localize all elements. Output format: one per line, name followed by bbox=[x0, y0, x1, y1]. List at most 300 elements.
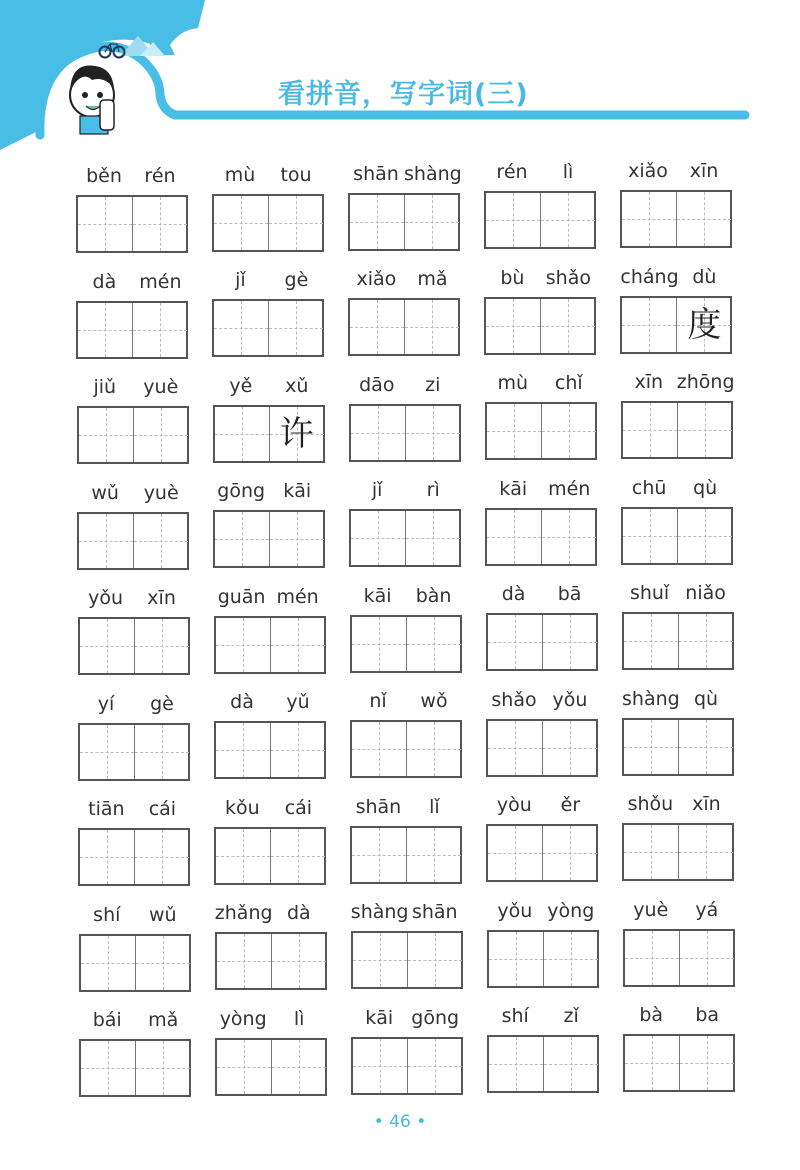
tian-grid-cell-1[interactable] bbox=[486, 299, 540, 353]
pinyin-syllable-1: shān bbox=[355, 795, 402, 818]
written-character-1 bbox=[489, 932, 543, 986]
written-character-2 bbox=[541, 299, 595, 353]
written-character-2 bbox=[679, 825, 733, 879]
pinyin-syllable-1: yòng bbox=[219, 1007, 267, 1030]
pinyin-label bbox=[76, 271, 188, 295]
tian-grid-cell-1[interactable] bbox=[488, 721, 542, 775]
tian-grid-cell-2[interactable] bbox=[406, 617, 461, 671]
tian-grid-cell-1[interactable] bbox=[216, 618, 270, 672]
pinyin-label bbox=[213, 480, 325, 504]
pinyin-label bbox=[214, 586, 326, 610]
pinyin-label bbox=[485, 478, 597, 502]
pinyin-label bbox=[623, 899, 735, 923]
written-character-2 bbox=[271, 829, 325, 883]
written-character-1 bbox=[487, 510, 541, 564]
written-character-2 bbox=[406, 406, 460, 460]
written-character-1 bbox=[216, 829, 270, 883]
tian-grid-cell-2[interactable] bbox=[133, 514, 188, 568]
written-character-2 bbox=[678, 509, 732, 563]
pinyin-label bbox=[78, 798, 190, 822]
written-character-2 bbox=[679, 614, 733, 668]
tian-grid-cell-2[interactable] bbox=[405, 406, 460, 460]
writing-box bbox=[350, 720, 462, 778]
pinyin-syllable-2: gè bbox=[284, 269, 309, 292]
written-character-2: 度 bbox=[687, 304, 722, 345]
pinyin-syllable-1: yòu bbox=[496, 794, 532, 817]
writing-box bbox=[77, 512, 189, 570]
tian-grid-cell-1[interactable] bbox=[350, 195, 404, 249]
tian-grid-cell-1[interactable] bbox=[80, 830, 134, 884]
pinyin-syllable-2: tou bbox=[280, 163, 312, 186]
tian-grid-cell-2[interactable] bbox=[135, 936, 190, 990]
tian-grid-cell-2[interactable] bbox=[268, 196, 323, 250]
pinyin-syllable-1: rén bbox=[496, 161, 528, 184]
tian-grid-cell-1[interactable] bbox=[216, 723, 270, 777]
pinyin-label bbox=[621, 477, 733, 501]
tian-grid-cell-1[interactable] bbox=[486, 193, 540, 247]
tian-grid-cell-2[interactable] bbox=[677, 403, 732, 457]
writing-box bbox=[487, 930, 599, 988]
tian-grid-cell-2[interactable] bbox=[407, 933, 462, 987]
written-character-1 bbox=[488, 721, 542, 775]
pinyin-syllable-2: gè bbox=[150, 692, 174, 715]
written-character-2 bbox=[408, 933, 462, 987]
tian-grid-cell-1[interactable] bbox=[352, 617, 406, 671]
writing-box bbox=[486, 824, 598, 882]
tian-grid-cell-1[interactable] bbox=[488, 615, 542, 669]
tian-grid-cell-1[interactable] bbox=[353, 933, 407, 987]
pinyin-label bbox=[213, 375, 325, 399]
pinyin-syllable-2: cái bbox=[284, 796, 313, 819]
written-character-2 bbox=[543, 615, 597, 669]
pinyin-label bbox=[349, 374, 461, 398]
writing-box bbox=[348, 193, 460, 251]
pinyin-label bbox=[78, 587, 190, 611]
written-character-1 bbox=[214, 196, 268, 250]
tian-grid-cell-2[interactable] bbox=[268, 301, 323, 355]
tian-grid-cell-2[interactable] bbox=[132, 197, 187, 251]
writing-box bbox=[622, 718, 734, 776]
pinyin-syllable-2: mén bbox=[548, 477, 591, 500]
writing-box bbox=[349, 509, 461, 567]
written-character-1 bbox=[80, 725, 134, 779]
pinyin-label bbox=[622, 582, 734, 606]
pinyin-syllable-1: yǒu bbox=[88, 587, 124, 609]
pinyin-label bbox=[78, 693, 190, 717]
tian-grid-cell-1[interactable] bbox=[352, 722, 406, 776]
pinyin-syllable-1: bà bbox=[639, 1004, 664, 1027]
pinyin-syllable-1: kāi bbox=[365, 1006, 394, 1029]
tian-grid-cell-1[interactable] bbox=[350, 300, 404, 354]
tian-grid-cell-1[interactable] bbox=[622, 298, 676, 352]
written-character-1 bbox=[624, 720, 678, 774]
tian-grid-cell-2[interactable] bbox=[679, 931, 734, 985]
tian-grid-cell-2[interactable] bbox=[270, 829, 325, 883]
pinyin-label bbox=[76, 165, 188, 189]
tian-grid-cell-2[interactable] bbox=[542, 615, 597, 669]
written-character-2 bbox=[407, 617, 461, 671]
written-character-2 bbox=[269, 196, 323, 250]
pinyin-syllable-2: wǔ bbox=[149, 903, 177, 926]
tian-grid-cell-2[interactable] bbox=[404, 300, 459, 354]
pinyin-syllable-1: xiǎo bbox=[628, 160, 668, 183]
writing-box bbox=[621, 507, 733, 565]
pinyin-syllable-2: xīn bbox=[689, 160, 719, 183]
pinyin-syllable-2: shàng bbox=[404, 162, 462, 185]
tian-grid-cell-1[interactable] bbox=[489, 932, 543, 986]
pinyin-syllable-1: yuè bbox=[633, 898, 669, 921]
tian-grid-cell-1[interactable] bbox=[214, 301, 268, 355]
tian-grid-cell-2[interactable] bbox=[542, 721, 597, 775]
written-character-1 bbox=[622, 298, 676, 352]
pinyin-syllable-2: rì bbox=[426, 479, 440, 502]
written-character-1 bbox=[486, 299, 540, 353]
tian-grid-cell-2[interactable] bbox=[678, 825, 733, 879]
writing-box bbox=[622, 823, 734, 881]
tian-grid-cell-1[interactable] bbox=[624, 720, 678, 774]
pinyin-syllable-1: bái bbox=[92, 1009, 122, 1031]
written-character-1 bbox=[352, 828, 406, 882]
pinyin-label bbox=[214, 691, 326, 715]
pinyin-label bbox=[212, 164, 324, 188]
tian-grid-cell-2[interactable] bbox=[543, 1037, 598, 1091]
tian-grid-cell-1[interactable] bbox=[78, 303, 132, 357]
pinyin-syllable-2: yòng bbox=[547, 899, 595, 922]
written-character-2 bbox=[136, 1041, 190, 1095]
tian-grid-cell-1[interactable] bbox=[623, 509, 677, 563]
pinyin-label bbox=[77, 376, 189, 400]
writing-box bbox=[79, 934, 191, 992]
tian-grid-cell-1[interactable] bbox=[214, 196, 268, 250]
pinyin-syllable-1: jǐ bbox=[235, 269, 246, 292]
pinyin-label bbox=[486, 689, 598, 713]
written-character-1 bbox=[625, 1036, 679, 1090]
writing-box bbox=[484, 191, 596, 249]
pinyin-syllable-2: xīn bbox=[147, 587, 176, 609]
pinyin-label bbox=[350, 690, 462, 714]
written-character-1 bbox=[80, 619, 134, 673]
pinyin-syllable-2: zi bbox=[425, 373, 441, 396]
written-character-1 bbox=[352, 617, 406, 671]
tian-grid-cell-1[interactable] bbox=[216, 829, 270, 883]
tian-grid-cell-2[interactable] bbox=[679, 1036, 734, 1090]
writing-box bbox=[620, 190, 732, 248]
pinyin-syllable-1: shàng bbox=[622, 687, 680, 710]
tian-grid-cell-2[interactable] bbox=[270, 723, 325, 777]
pinyin-syllable-1: tiān bbox=[88, 798, 125, 820]
writing-box bbox=[78, 828, 190, 886]
written-character-1 bbox=[78, 303, 132, 357]
writing-box bbox=[215, 1038, 327, 1096]
tian-grid-cell-2[interactable] bbox=[269, 512, 324, 566]
pinyin-syllable-1: kāi bbox=[499, 477, 528, 500]
tian-grid-cell-2[interactable] bbox=[271, 934, 326, 988]
pinyin-syllable-2: xīn bbox=[692, 793, 721, 816]
tian-grid-cell-1[interactable] bbox=[351, 406, 405, 460]
pinyin-syllable-1: shí bbox=[501, 1005, 529, 1028]
written-character-1 bbox=[351, 406, 405, 460]
pinyin-syllable-1: shǒu bbox=[627, 793, 674, 816]
pinyin-label bbox=[622, 793, 734, 817]
written-character-1 bbox=[214, 301, 268, 355]
writing-box bbox=[79, 1039, 191, 1097]
pinyin-syllable-1: wǔ bbox=[91, 481, 119, 504]
written-character-2 bbox=[543, 721, 597, 775]
writing-box bbox=[350, 826, 462, 884]
pinyin-syllable-1: shān bbox=[353, 162, 399, 185]
written-character-2 bbox=[543, 826, 597, 880]
tian-grid-cell-2[interactable] bbox=[676, 298, 731, 352]
tian-grid-cell-1[interactable] bbox=[81, 1041, 135, 1095]
written-character-2 bbox=[680, 931, 734, 985]
pinyin-syllable-1: bù bbox=[500, 266, 525, 289]
tian-grid-cell-1[interactable] bbox=[353, 1039, 407, 1093]
written-character-2 bbox=[272, 1040, 326, 1094]
tian-grid-cell-2[interactable] bbox=[270, 618, 325, 672]
writing-box bbox=[214, 827, 326, 885]
written-character-2 bbox=[136, 936, 190, 990]
written-character-1 bbox=[487, 404, 541, 458]
tian-grid-cell-2[interactable] bbox=[134, 725, 189, 779]
tian-grid-cell-1[interactable] bbox=[624, 614, 678, 668]
written-character-2 bbox=[405, 195, 459, 249]
writing-box bbox=[351, 1037, 463, 1095]
pinyin-label bbox=[79, 1009, 191, 1033]
tian-grid-cell-2[interactable] bbox=[542, 826, 597, 880]
pinyin-syllable-1: zhǎng bbox=[214, 902, 273, 925]
pinyin-syllable-1: cháng bbox=[620, 265, 679, 288]
written-character-1 bbox=[623, 403, 677, 457]
tian-grid-cell-2[interactable] bbox=[678, 720, 733, 774]
tian-grid-cell-2[interactable] bbox=[678, 614, 733, 668]
tian-grid-cell-2[interactable] bbox=[676, 192, 731, 246]
pinyin-syllable-1: xiǎo bbox=[356, 268, 397, 291]
written-character-1 bbox=[215, 512, 269, 566]
pinyin-label bbox=[349, 479, 461, 503]
writing-box bbox=[621, 401, 733, 459]
writing-box bbox=[351, 931, 463, 989]
written-character-2 bbox=[270, 512, 324, 566]
pinyin-syllable-1: mù bbox=[224, 163, 256, 186]
tian-grid-cell-1[interactable] bbox=[623, 403, 677, 457]
written-character-1 bbox=[216, 618, 270, 672]
tian-grid-cell-1[interactable] bbox=[625, 931, 679, 985]
tian-grid-cell-2[interactable] bbox=[543, 932, 598, 986]
written-character-1 bbox=[353, 1039, 407, 1093]
written-character-2 bbox=[271, 723, 325, 777]
writing-box bbox=[620, 296, 732, 354]
writing-box bbox=[349, 404, 461, 462]
pinyin-label bbox=[215, 1008, 327, 1032]
tian-grid-cell-2[interactable] bbox=[541, 404, 596, 458]
tian-grid-cell-2[interactable] bbox=[540, 193, 595, 247]
pinyin-syllable-1: xīn bbox=[634, 371, 664, 394]
tian-grid-cell-2[interactable] bbox=[405, 511, 460, 565]
pinyin-syllable-1: kāi bbox=[363, 584, 392, 607]
tian-grid-cell-1[interactable] bbox=[215, 512, 269, 566]
pinyin-syllable-2: wǒ bbox=[420, 690, 448, 713]
written-character-2 bbox=[271, 618, 325, 672]
pinyin-syllable-1: guān bbox=[217, 585, 266, 608]
pinyin-label bbox=[79, 904, 191, 928]
written-character-1 bbox=[352, 722, 406, 776]
pinyin-syllable-2: qù bbox=[693, 476, 718, 499]
tian-grid-cell-2[interactable] bbox=[406, 722, 461, 776]
written-character-2 bbox=[135, 830, 189, 884]
pinyin-syllable-2: chǐ bbox=[554, 372, 583, 395]
tian-grid-cell-1[interactable] bbox=[78, 197, 132, 251]
tian-grid-cell-1[interactable] bbox=[487, 404, 541, 458]
pinyin-syllable-1: yě bbox=[229, 374, 253, 397]
pinyin-syllable-1: dà bbox=[501, 583, 526, 606]
tian-grid-cell-1[interactable] bbox=[622, 192, 676, 246]
written-character-2 bbox=[269, 301, 323, 355]
pinyin-syllable-1: kǒu bbox=[225, 796, 260, 819]
writing-box bbox=[486, 719, 598, 777]
tian-grid-cell-1[interactable] bbox=[79, 514, 133, 568]
pinyin-syllable-2: dà bbox=[286, 902, 311, 925]
pinyin-label bbox=[348, 268, 460, 292]
tian-grid-cell-2[interactable] bbox=[134, 619, 189, 673]
pinyin-syllable-2: cái bbox=[148, 798, 177, 820]
pinyin-syllable-2: mǎ bbox=[417, 268, 448, 291]
pinyin-syllable-2: xǔ bbox=[285, 374, 309, 397]
page-header bbox=[0, 0, 800, 160]
tian-grid-cell-2[interactable] bbox=[132, 303, 187, 357]
written-character-2 bbox=[272, 934, 326, 988]
pinyin-syllable-1: jiǔ bbox=[93, 376, 117, 398]
writing-box bbox=[214, 616, 326, 674]
written-character-1 bbox=[81, 936, 135, 990]
tian-grid-cell-1[interactable] bbox=[625, 1036, 679, 1090]
tian-grid-cell-2[interactable] bbox=[540, 299, 595, 353]
pinyin-label bbox=[350, 585, 462, 609]
written-character-1 bbox=[624, 614, 678, 668]
writing-box bbox=[213, 510, 325, 568]
written-character-1 bbox=[216, 723, 270, 777]
pinyin-syllable-2: kāi bbox=[283, 480, 312, 503]
written-character-2 bbox=[405, 300, 459, 354]
tian-grid-cell-2[interactable] bbox=[271, 1040, 326, 1094]
pinyin-syllable-1: yí bbox=[97, 692, 115, 715]
written-character-1 bbox=[488, 615, 542, 669]
tian-grid-cell-1[interactable] bbox=[80, 619, 134, 673]
tian-grid-cell-2[interactable] bbox=[404, 195, 459, 249]
writing-box bbox=[623, 929, 735, 987]
pinyin-syllable-2: ba bbox=[695, 1004, 720, 1027]
pinyin-syllable-2: dù bbox=[692, 265, 717, 288]
pinyin-syllable-2: lǐ bbox=[429, 795, 440, 818]
pinyin-syllable-1: dà bbox=[230, 691, 254, 714]
tian-grid-cell-2[interactable] bbox=[133, 408, 188, 462]
pinyin-label bbox=[620, 160, 732, 184]
written-character-2 bbox=[542, 510, 596, 564]
pinyin-syllable-2: mén bbox=[276, 585, 319, 608]
pinyin-syllable-2: yuè bbox=[143, 481, 179, 504]
written-character-2 bbox=[406, 511, 460, 565]
writing-box bbox=[78, 723, 190, 781]
tian-grid-cell-1[interactable] bbox=[81, 936, 135, 990]
pinyin-label bbox=[623, 1004, 735, 1028]
tian-grid-cell-1[interactable] bbox=[352, 828, 406, 882]
pinyin-label bbox=[620, 266, 732, 290]
tian-grid-cell-2[interactable] bbox=[135, 1041, 190, 1095]
writing-box bbox=[485, 402, 597, 460]
pinyin-label bbox=[351, 1007, 463, 1031]
pinyin-syllable-1: shàng bbox=[350, 901, 409, 924]
written-character-1 bbox=[215, 407, 269, 461]
tian-grid-cell-1[interactable] bbox=[488, 826, 542, 880]
tian-grid-cell-1[interactable] bbox=[624, 825, 678, 879]
tian-grid-cell-1[interactable] bbox=[79, 408, 133, 462]
written-character-2 bbox=[679, 720, 733, 774]
pinyin-label bbox=[348, 163, 460, 187]
written-character-1 bbox=[79, 408, 133, 462]
tian-grid-cell-1[interactable] bbox=[215, 407, 269, 461]
tian-grid-cell-1[interactable] bbox=[80, 725, 134, 779]
tian-grid-cell-2[interactable] bbox=[269, 407, 324, 461]
pinyin-syllable-2: yuè bbox=[143, 376, 179, 398]
tian-grid-cell-2[interactable] bbox=[134, 830, 189, 884]
writing-box bbox=[78, 617, 190, 675]
pinyin-syllable-1: jǐ bbox=[371, 479, 383, 502]
writing-box bbox=[485, 508, 597, 566]
written-character-2 bbox=[133, 197, 187, 251]
written-character-1 bbox=[80, 830, 134, 884]
written-character-2 bbox=[407, 722, 461, 776]
pinyin-syllable-2: yǒu bbox=[552, 688, 588, 711]
pinyin-label bbox=[215, 902, 327, 926]
writing-box bbox=[623, 1034, 735, 1092]
pinyin-label bbox=[77, 482, 189, 506]
pinyin-syllable-2: mǎ bbox=[148, 1009, 179, 1031]
tian-grid-cell-1[interactable] bbox=[351, 511, 405, 565]
pinyin-syllable-2: shān bbox=[411, 901, 458, 924]
tian-grid-cell-2[interactable] bbox=[407, 1039, 462, 1093]
pinyin-syllable-2: niǎo bbox=[685, 582, 726, 605]
tian-grid-cell-2[interactable] bbox=[406, 828, 461, 882]
tian-grid-cell-1[interactable] bbox=[217, 934, 271, 988]
written-character-1 bbox=[353, 933, 407, 987]
pinyin-syllable-1: dāo bbox=[359, 373, 395, 396]
written-character-2 bbox=[134, 408, 188, 462]
pinyin-label bbox=[351, 901, 463, 925]
written-character-1 bbox=[81, 1041, 135, 1095]
written-character-1 bbox=[217, 934, 271, 988]
written-character-2 bbox=[678, 403, 732, 457]
pinyin-syllable-1: běn bbox=[86, 165, 122, 187]
pinyin-syllable-2: bā bbox=[557, 583, 582, 606]
writing-box bbox=[348, 298, 460, 356]
writing-box bbox=[213, 405, 325, 463]
pinyin-syllable-2: gōng bbox=[411, 1006, 460, 1029]
written-character-1 bbox=[622, 192, 676, 246]
writing-box bbox=[484, 297, 596, 355]
tian-grid-cell-2[interactable] bbox=[541, 510, 596, 564]
pinyin-label bbox=[487, 900, 599, 924]
tian-grid-cell-1[interactable] bbox=[217, 1040, 271, 1094]
tian-grid-cell-2[interactable] bbox=[677, 509, 732, 563]
written-character-1 bbox=[79, 514, 133, 568]
writing-box bbox=[215, 932, 327, 990]
pinyin-label bbox=[485, 372, 597, 396]
tian-grid-cell-1[interactable] bbox=[487, 510, 541, 564]
written-character-1 bbox=[488, 826, 542, 880]
pinyin-syllable-2: yǔ bbox=[286, 691, 310, 714]
pinyin-syllable-2: rén bbox=[144, 165, 176, 187]
tian-grid-cell-1[interactable] bbox=[489, 1037, 543, 1091]
written-character-1 bbox=[625, 931, 679, 985]
